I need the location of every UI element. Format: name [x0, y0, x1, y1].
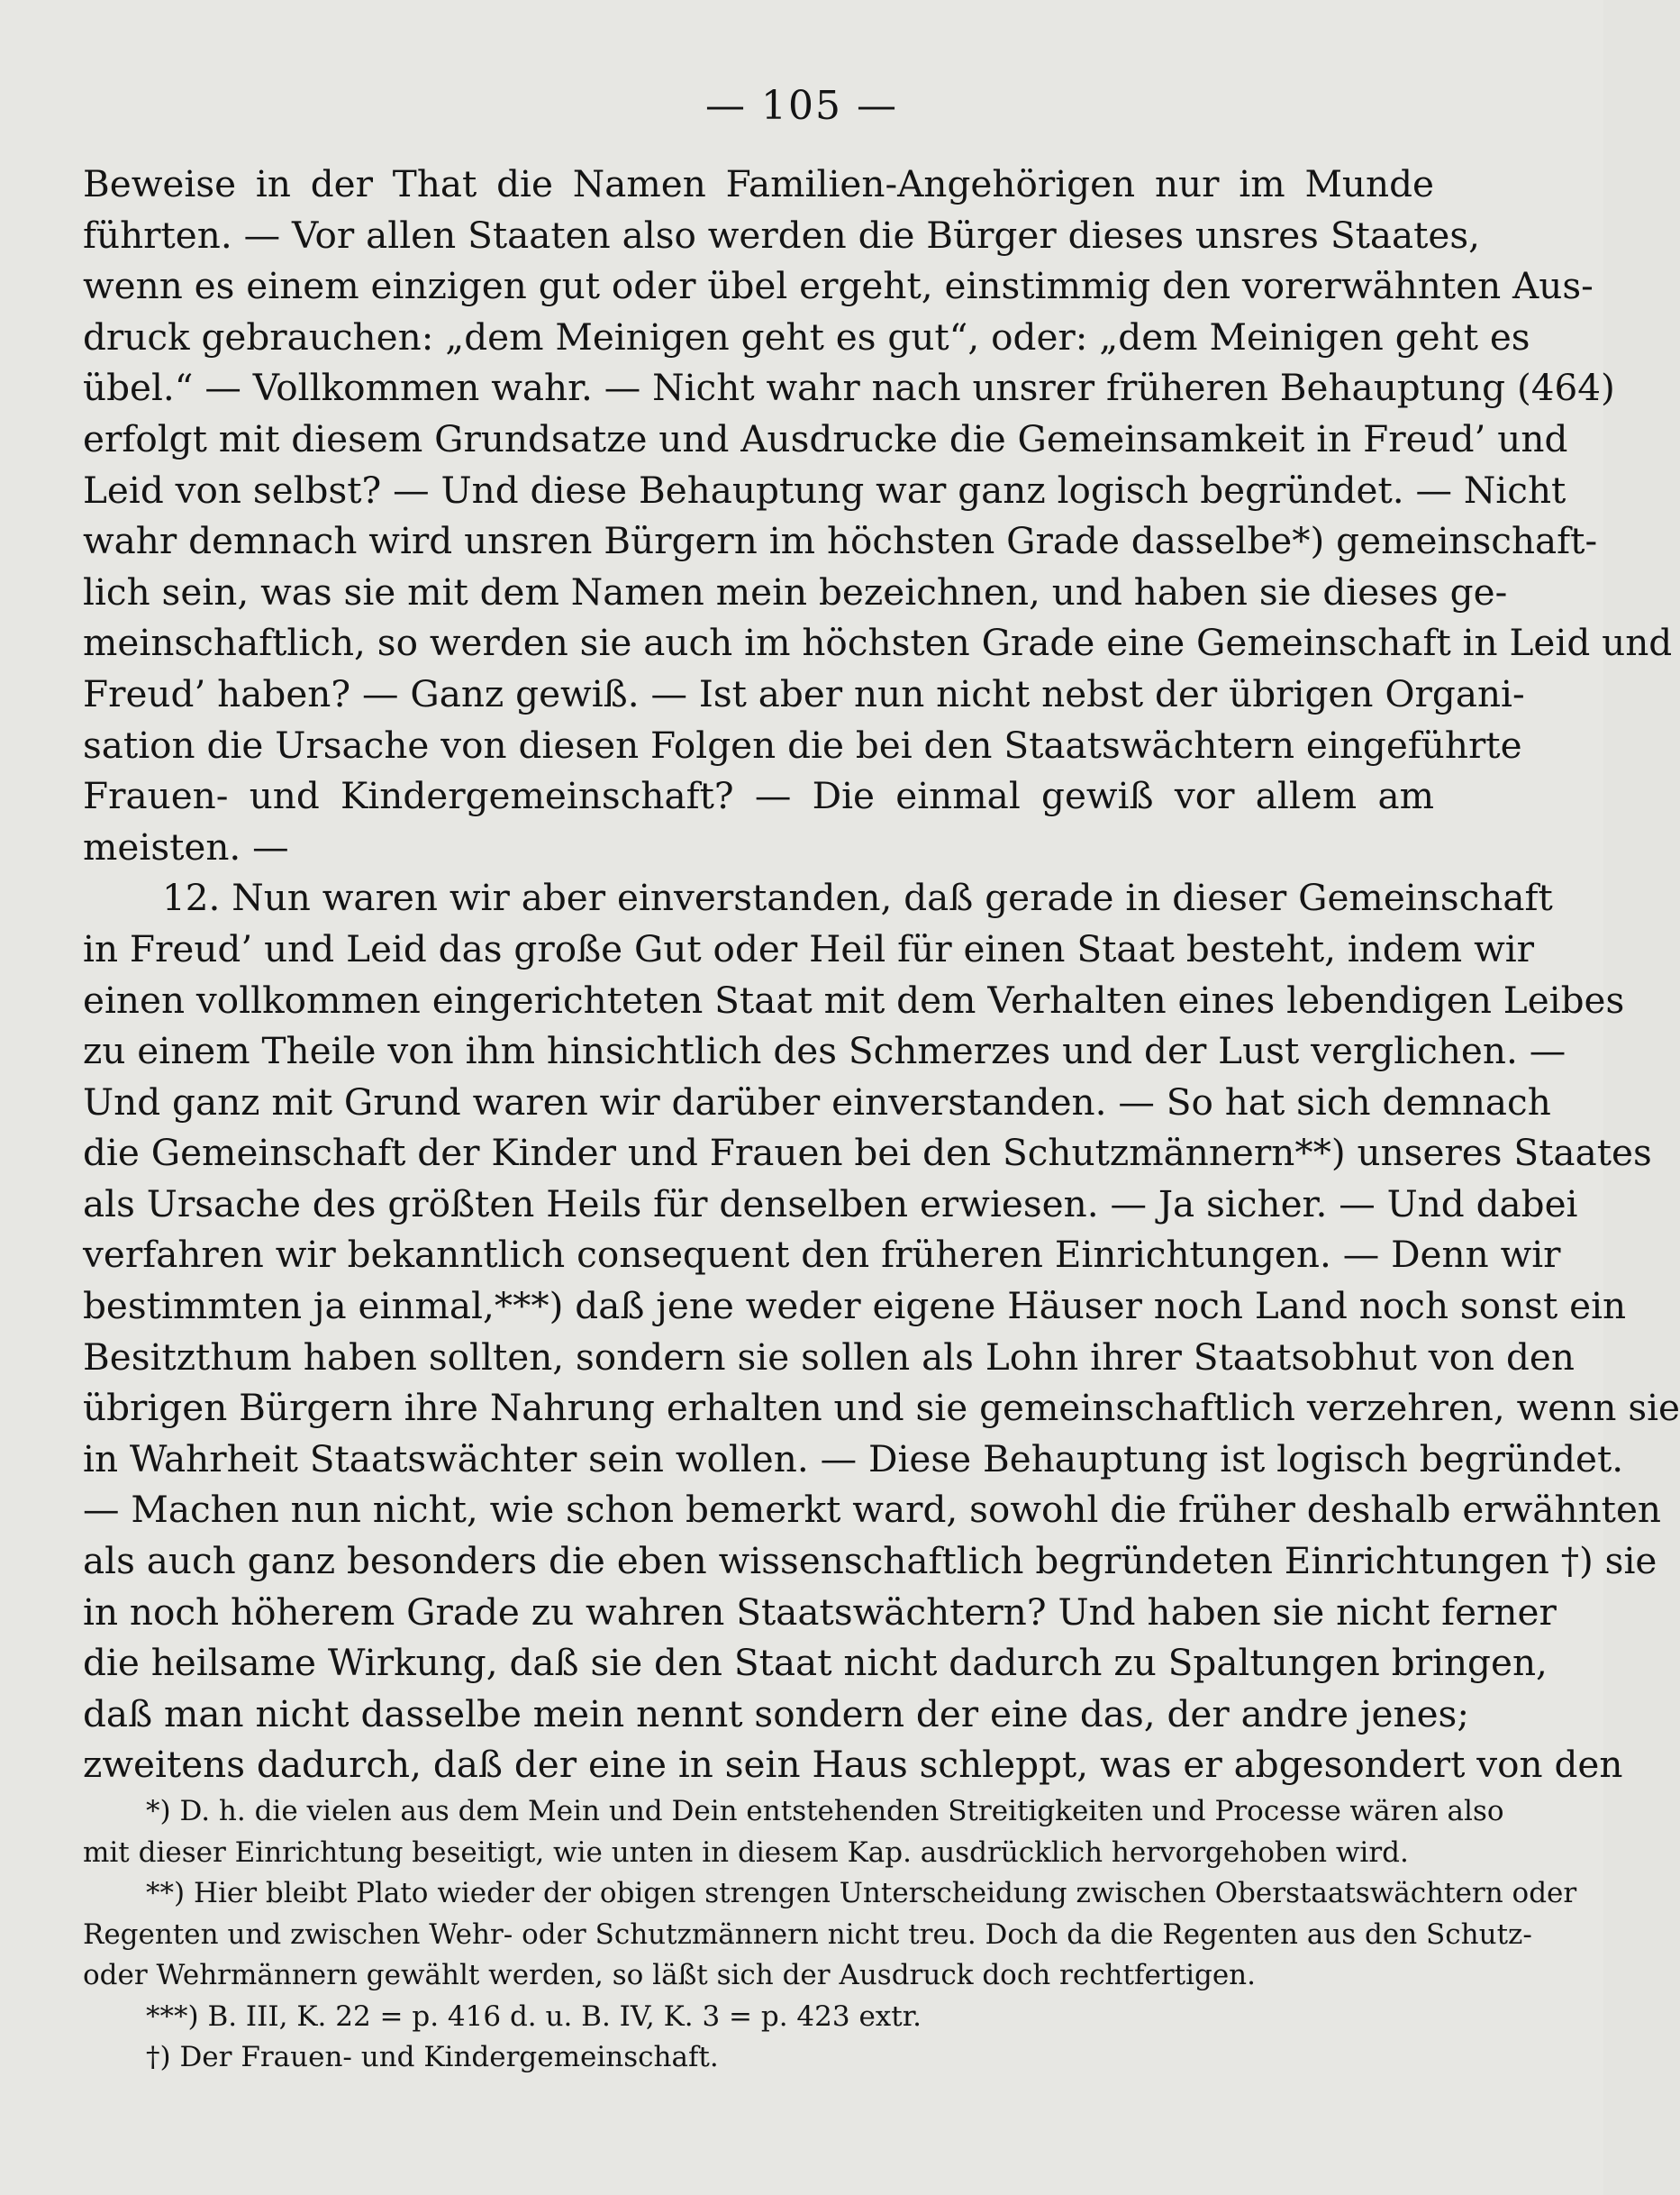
text-line: als auch ganz besonders die eben wissenschaftlich begründeten Einrichtungen †) sie	[83, 1539, 1657, 1583]
footnote-line: ***) B. III, K. 22 = p. 416 d. u. B. IV, K. 3 = p. 423 extr.	[146, 1999, 922, 2033]
text-line: Frauen- und Kindergemeinschaft? — Die einmal gewiß vor allem am	[83, 774, 1434, 818]
text-line: übrigen Bürgern ihre Nahrung erhalten und sie gemeinschaftlich verzehren, wenn sie	[83, 1386, 1680, 1430]
text-line: zu einem Theile von ihm hinsichtlich des Schmerzes und der Lust verglichen. —	[83, 1029, 1566, 1073]
text-line: daß man nicht dasselbe mein nennt sondern der eine das, der andre jenes;	[83, 1691, 1469, 1735]
text-line: wenn es einem einzigen gut oder übel ergeht, einstimmig den vorerwähnten Aus-	[83, 264, 1594, 308]
text-line: übel.“ — Vollkommen wahr. — Nicht wahr nach unsrer früheren Behauptung (464)	[83, 366, 1615, 410]
text-line: Freud’ haben? — Ganz gewiß. — Ist aber nun nicht nebst der übrigen Organi-	[83, 671, 1525, 715]
footnote-line: **) Hier bleibt Plato wieder der obigen strengen Unterscheidung zwischen Oberstaatswächtern oder	[146, 1877, 1577, 1909]
page-number: — 105 —	[705, 83, 898, 129]
text-line: in Wahrheit Staatswächter sein wollen. — Diese Behauptung ist logisch begründet.	[83, 1436, 1624, 1480]
footnote-line: *) D. h. die vielen aus dem Mein und Dein entstehenden Streitigkeiten und Processe wären also	[146, 1795, 1504, 1827]
text-line: erfolgt mit diesem Grundsatze und Ausdrucke die Gemeinsamkeit in Freud’ und	[83, 416, 1568, 460]
text-line: — Machen nun nicht, wie schon bemerkt ward, sowohl die früher deshalb erwähnten	[83, 1488, 1662, 1532]
text-line: führten. — Vor allen Staaten also werden die Bürger dieses unsres Staates,	[83, 213, 1481, 257]
text-line: meinschaftlich, so werden sie auch im höchsten Grade eine Gemeinschaft in Leid und	[83, 621, 1673, 665]
text-line: Leid von selbst? — Und diese Behauptung war ganz logisch begründet. — Nicht	[83, 468, 1566, 512]
text-line: Beweise in der That die Namen Familien-Angehörigen nur im Munde	[83, 162, 1434, 205]
text-line: die Gemeinschaft der Kinder und Frauen bei den Schutzmännern**) unseres Staates	[83, 1131, 1652, 1175]
text-line: Und ganz mit Grund waren wir darüber einverstanden. — So hat sich demnach	[83, 1079, 1551, 1124]
text-line: wahr demnach wird unsren Bürgern im höchsten Grade dasselbe*) gemeinschaft-	[83, 519, 1598, 563]
text-line: einen vollkommen eingerichteten Staat mit dem Verhalten eines lebendigen Leibes	[83, 978, 1625, 1022]
text-line: druck gebrauchen: „dem Meinigen geht es gut“, oder: „dem Meinigen geht es	[83, 314, 1530, 359]
text-line: bestimmten ja einmal,***) daß jene weder eigene Häuser noch Land noch sonst ein	[83, 1284, 1627, 1328]
body-text	[83, 159, 1680, 1790]
text-line: in noch höherem Grade zu wahren Staatswächtern? Und haben sie nicht ferner	[83, 1589, 1557, 1634]
text-line: in Freud’ und Leid das große Gut oder Heil für einen Staat besteht, indem wir	[83, 926, 1535, 970]
text-line: zweitens dadurch, daß der eine in sein Haus schleppt, was er abgesondert von den	[83, 1743, 1623, 1787]
footnote-line: oder Wehrmännern gewählt werden, so läßt sich der Ausdruck doch rechtfertigen.	[83, 1959, 1256, 1991]
text-line: 12. Nun waren wir aber einverstanden, daß gerade in dieser Gemeinschaft	[162, 876, 1553, 920]
text-line: verfahren wir bekanntlich consequent den früheren Einrichtungen. — Denn wir	[83, 1233, 1561, 1277]
text-line: meisten. —	[83, 824, 289, 869]
text-line: sation die Ursache von diesen Folgen die bei den Staatswächtern eingeführte	[83, 723, 1522, 767]
footnote-line: mit dieser Einrichtung beseitigt, wie unten in diesem Kap. ausdrücklich hervorgehoben wird.	[83, 1835, 1409, 1869]
text-line: Besitzthum haben sollten, sondern sie sollen als Lohn ihrer Staatsobhut von den	[83, 1334, 1575, 1379]
footnote-line: Regenten und zwischen Wehr- oder Schutzmännern nicht treu. Doch da die Regenten aus den Schutz-	[83, 1917, 1532, 1951]
text-line: lich sein, was sie mit dem Namen mein bezeichnen, und haben sie dieses ge-	[83, 569, 1508, 614]
footnote-line: †) Der Frauen- und Kindergemeinschaft.	[146, 2041, 719, 2073]
text-line: die heilsame Wirkung, daß sie den Staat nicht dadurch zu Spaltungen bringen,	[83, 1641, 1548, 1685]
text-line: als Ursache des größten Heils für denselben erwiesen. — Ja sicher. — Und dabei	[83, 1181, 1578, 1225]
footnotes	[83, 1791, 1577, 2079]
